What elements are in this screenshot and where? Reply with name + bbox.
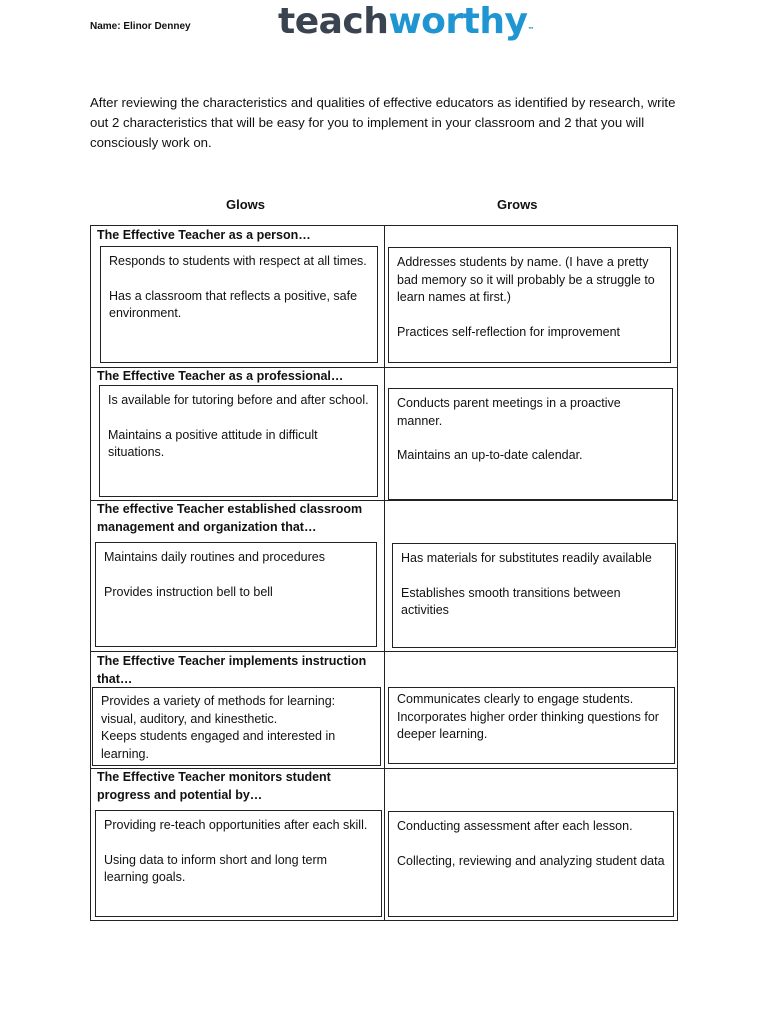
glow-item: Has a classroom that reflects a positive, safe environment. xyxy=(109,288,358,320)
row-divider xyxy=(90,651,678,652)
glow-item: Maintains daily routines and procedures xyxy=(104,550,325,564)
section-title-monitoring: The Effective Teacher monitors student progress and potential by… xyxy=(97,770,331,802)
grow-item: Practices self-reflection for improvement xyxy=(397,324,620,339)
glows-box-professional xyxy=(99,385,378,497)
section-title-instruction: The Effective Teacher implements instruction that… xyxy=(97,654,367,686)
glows-box-monitoring xyxy=(95,810,382,917)
grow-item: Conducts parent meetings in a proactive manner. xyxy=(397,396,621,428)
teachworthy-logo: teachworthy™ xyxy=(278,1,534,42)
glow-item: Using data to inform short and long term learning goals. xyxy=(104,852,328,884)
grows-box-instruction xyxy=(388,687,675,764)
glow-item: Keeps students engaged and interested in learning. xyxy=(101,729,336,761)
grow-item: Establishes smooth transitions between activities xyxy=(401,585,621,617)
student-name: Name: Elinor Denney xyxy=(90,21,191,32)
grows-box-person xyxy=(388,247,671,363)
grows-box-management xyxy=(392,543,676,648)
grow-item: Maintains an up-to-date calendar. xyxy=(397,448,583,462)
column-divider xyxy=(384,225,385,921)
glows-box-instruction xyxy=(92,687,381,766)
glows-box-management xyxy=(95,542,377,647)
grows-column-header: Grows xyxy=(497,197,538,212)
grow-item: Incorporates higher order thinking questions for deeper learning. xyxy=(397,709,659,741)
glow-item: Providing re-teach opportunities after each skill. xyxy=(104,818,368,832)
section-title-management: The effective Teacher established classroom management and organization that… xyxy=(97,502,363,534)
glow-item: Provides a variety of methods for learning: visual, auditory, and kinesthetic. xyxy=(101,694,336,726)
grows-box-monitoring xyxy=(388,811,674,917)
glows-column-header: Glows xyxy=(226,197,266,212)
grow-item: Collecting, reviewing and analyzing student data xyxy=(397,853,665,868)
instructions-text: After reviewing the characteristics and qualities of effective educators as identified by research, write out 2 characteristics that will be easy for you to implement in your classroom and 2 that you will consciously work on. xyxy=(90,95,676,150)
section-title-professional: The Effective Teacher as a professional… xyxy=(97,369,344,383)
grow-item: Communicates clearly to engage students. xyxy=(397,692,634,706)
section-title-person: The Effective Teacher as a person… xyxy=(97,228,311,242)
grows-box-professional xyxy=(388,388,673,500)
grow-item: Conducting assessment after each lesson. xyxy=(397,819,633,833)
glows-box-person xyxy=(100,246,378,363)
grow-item: Has materials for substitutes readily available xyxy=(401,551,652,565)
grow-item: Addresses students by name. (I have a pretty bad memory so it will probably be a struggle to learn names at first.) xyxy=(397,255,655,304)
glow-item: Responds to students with respect at all times. xyxy=(109,254,367,268)
glow-item: Maintains a positive attitude in difficult situations. xyxy=(108,427,318,459)
glow-item: Is available for tutoring before and after school. xyxy=(108,393,369,407)
glow-item: Provides instruction bell to bell xyxy=(104,584,273,599)
